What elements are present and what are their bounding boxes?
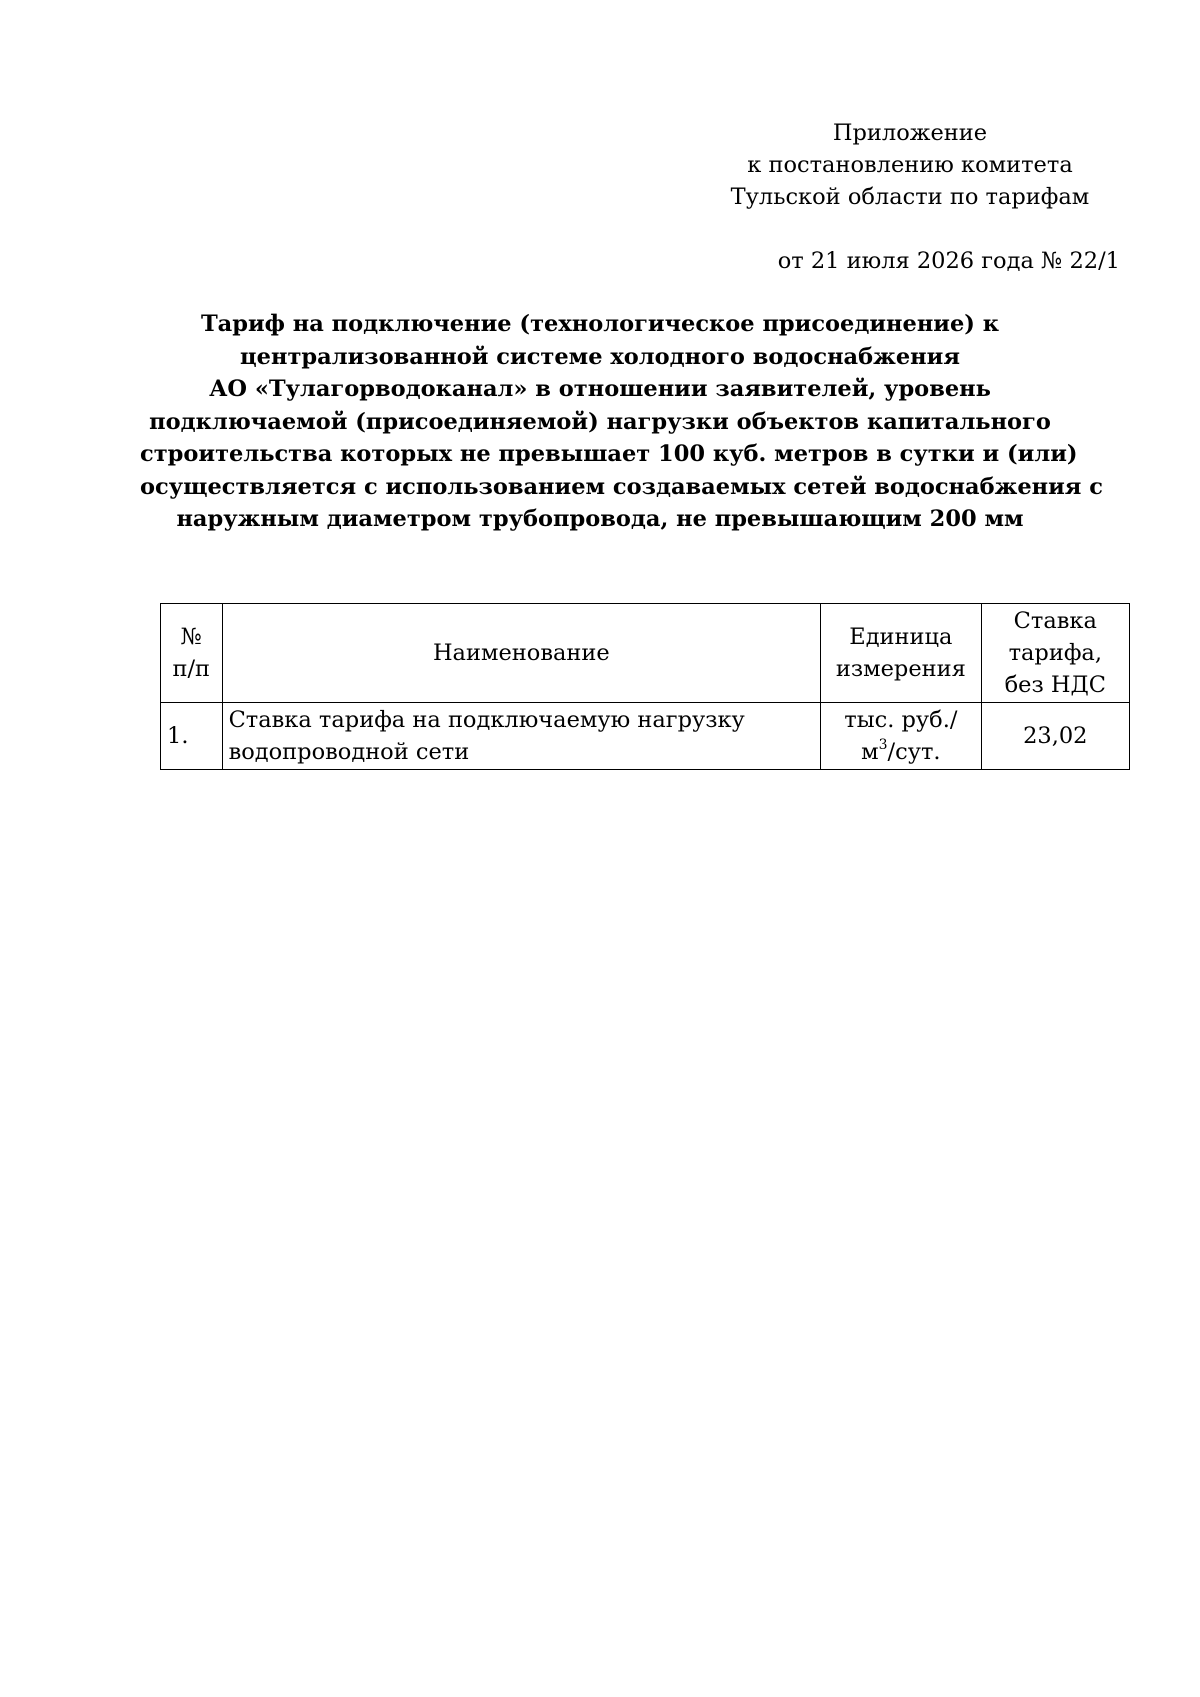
title-line-4: подключаемой (присоединяемой) нагрузки объектов капитального: [149, 408, 1051, 435]
appendix-line-2: к постановлению комитета: [747, 152, 1073, 178]
unit-line-2: [827, 736, 974, 768]
unit-base: м: [861, 739, 879, 765]
unit-rest: /сут.: [887, 739, 941, 765]
table-row: [161, 703, 1130, 770]
cell-unit: [821, 703, 981, 770]
header-name: Наименование: [222, 604, 821, 703]
document-date-number: от 21 июля 2026 года № 22/1: [777, 248, 1120, 274]
title-line-3: АО «Тулагорводоканал» в отношении заявителей, уровень: [209, 376, 991, 402]
header-rate: Ставка тарифа, без НДС: [981, 604, 1129, 703]
cell-num: 1.: [161, 703, 223, 770]
cell-name: Ставка тарифа на подключаемую нагрузку водопроводной сети: [222, 703, 821, 770]
title-line-2: централизованной системе холодного водоснабжения: [240, 343, 960, 370]
appendix-line-1: Приложение: [832, 120, 988, 146]
tariff-table: [160, 603, 1130, 770]
unit-superscript: 3: [878, 736, 888, 753]
header-unit: Единица измерения: [821, 604, 981, 703]
unit-line-1: тыс. руб./: [844, 707, 958, 733]
document-title: [140, 308, 1103, 536]
title-line-5: строительства которых не превышает 100 куб. метров в сутки и (или): [140, 441, 1078, 467]
table-header-row: [161, 604, 1130, 703]
title-line-1: Тариф на подключение (технологическое присоединение) к: [200, 311, 1000, 337]
cell-rate: 23,02: [981, 703, 1129, 770]
header-num: № п/п: [161, 604, 223, 703]
appendix-block: [700, 117, 1120, 213]
title-line-7: наружным диаметром трубопровода, не превышающим 200 мм: [176, 506, 1024, 532]
appendix-line-3: Тульской области по тарифам: [730, 184, 1090, 210]
title-line-6: осуществляется с использованием создаваемых сетей водоснабжения с: [140, 473, 1103, 500]
